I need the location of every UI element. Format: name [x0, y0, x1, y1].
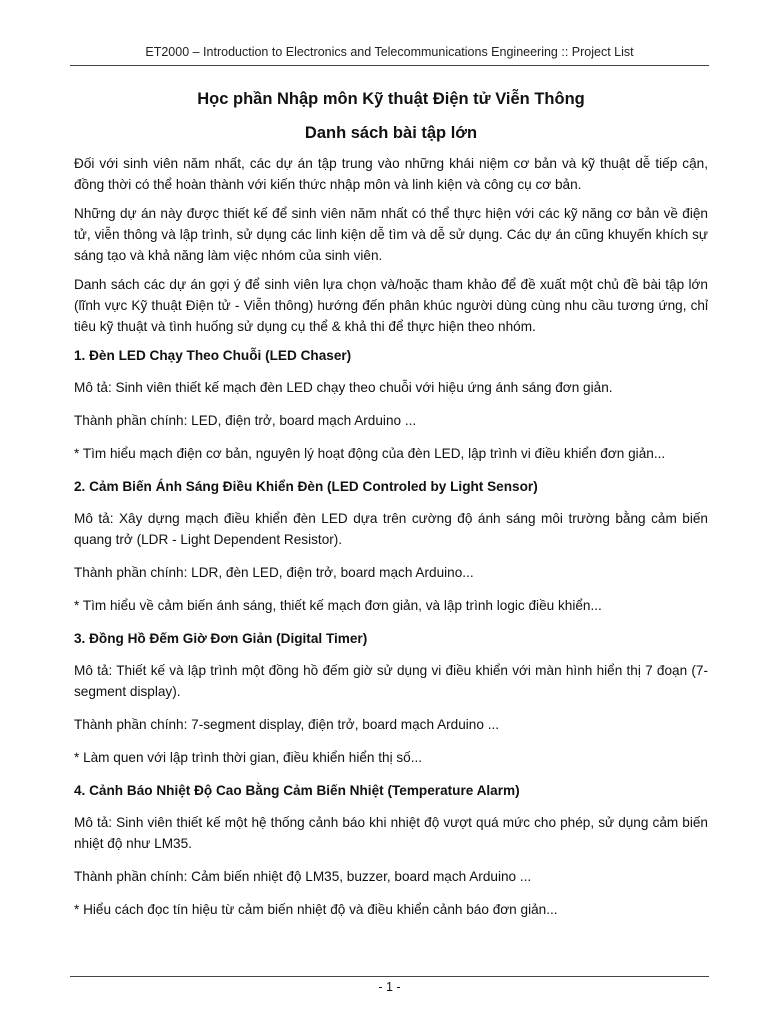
- project-note: * Tìm hiểu về cảm biến ánh sáng, thiết kế mạch đơn giản, và lập trình logic điều khiển...: [74, 598, 602, 613]
- project-section: [74, 345, 708, 464]
- project-title: 2. Cảm Biến Ánh Sáng Điều Khiển Đèn (LED Controled by Light Sensor): [74, 479, 538, 494]
- project-section: [74, 476, 708, 616]
- project-components: Thành phần chính: LDR, đèn LED, điện trở, board mạch Arduino...: [74, 565, 474, 580]
- footer-divider: [70, 976, 709, 977]
- project-section: [74, 780, 708, 920]
- page-number: - 1 -: [378, 980, 401, 994]
- project-description: Mô tả: Thiết kế và lập trình một đồng hồ đếm giờ sử dụng vi điều khiển với màn hình hiển thị 7 đoạn (7-segment display).: [74, 663, 708, 699]
- intro-paragraph: Danh sách các dự án gợi ý để sinh viên lựa chọn và/hoặc tham khảo để đề xuất một chủ đề bài tập lớn (lĩnh vực Kỹ thuật Điện tử - Viễn thông) hướng đến phân khúc người dùng cùng nhu cầu tương ứng, chỉ tiêu kỹ thuật và tình huống sử dụng cụ thể & khả thi để thực hiện theo nhóm.: [74, 277, 708, 334]
- project-title: 1. Đèn LED Chạy Theo Chuỗi (LED Chaser): [74, 348, 352, 363]
- project-description: Mô tả: Sinh viên thiết kế một hệ thống cảnh báo khi nhiệt độ vượt quá mức cho phép, sử dụng cảm biến nhiệt độ như LM35.: [74, 815, 708, 851]
- project-title: 3. Đồng Hồ Đếm Giờ Đơn Giản (Digital Timer): [74, 631, 368, 646]
- project-components: Thành phần chính: Cảm biến nhiệt độ LM35, buzzer, board mạch Arduino ...: [74, 869, 532, 884]
- project-note: * Làm quen với lập trình thời gian, điều khiển hiển thị số...: [74, 750, 423, 765]
- intro-paragraph: Những dự án này được thiết kế để sinh viên năm nhất có thể thực hiện với các kỹ năng cơ bản về điện tử, viễn thông và lập trình, sử dụng các linh kiện dễ tìm và dễ sử dụng. Các dự án cũng khuyến khích sự sáng tạo và khả năng làm việc nhóm của sinh viên.: [74, 206, 708, 263]
- project-description: Mô tả: Sinh viên thiết kế mạch đèn LED chạy theo chuỗi với hiệu ứng ánh sáng đơn giản.: [74, 380, 613, 395]
- project-components: Thành phần chính: 7-segment display, điện trở, board mạch Arduino ...: [74, 717, 500, 732]
- project-components: Thành phần chính: LED, điện trở, board mạch Arduino ...: [74, 413, 417, 428]
- document-subtitle: Danh sách bài tập lớn: [304, 124, 478, 142]
- course-title: Học phần Nhập môn Kỹ thuật Điện tử Viễn Thông: [197, 90, 585, 108]
- header-divider: [70, 65, 709, 66]
- project-description: Mô tả: Xây dựng mạch điều khiển đèn LED dựa trên cường độ ánh sáng môi trường bằng cảm biến quang trở (LDR - Light Dependent Resistor).: [74, 511, 708, 547]
- project-section: [74, 628, 708, 768]
- document-body: [74, 88, 708, 932]
- running-header: ET2000 – Introduction to Electronics and Telecommunications Engineering :: Project List: [145, 45, 634, 59]
- project-note: * Hiểu cách đọc tín hiệu từ cảm biến nhiệt độ và điều khiển cảnh báo đơn giản...: [74, 902, 558, 917]
- project-note: * Tìm hiểu mạch điện cơ bản, nguyên lý hoạt động của đèn LED, lập trình vi điều khiển đơn giản...: [74, 446, 666, 461]
- project-title: 4. Cảnh Báo Nhiệt Độ Cao Bằng Cảm Biến Nhiệt (Temperature Alarm): [74, 783, 520, 798]
- intro-paragraph: Đối với sinh viên năm nhất, các dự án tập trung vào những khái niệm cơ bản và kỹ thuật dễ tiếp cận, đồng thời có thể hoàn thành với kiến thức nhập môn và linh kiện và công cụ cơ bản.: [74, 156, 708, 192]
